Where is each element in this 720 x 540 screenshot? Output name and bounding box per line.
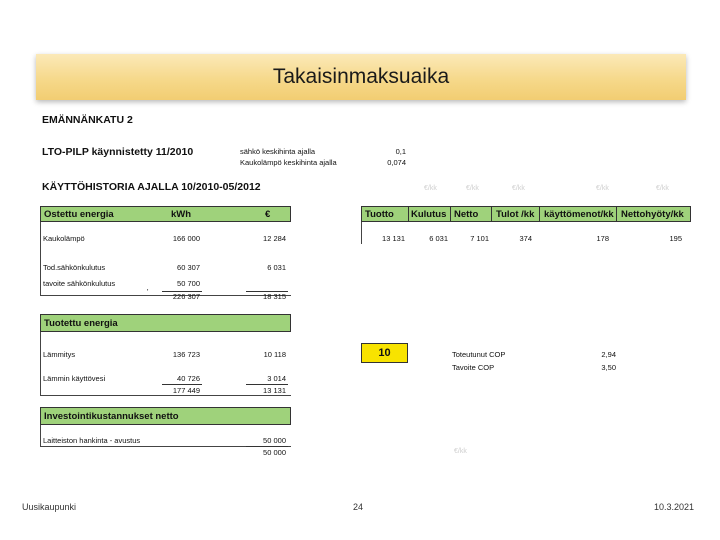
column-divider — [450, 206, 451, 222]
results-header — [361, 206, 691, 222]
faint-label: €/kk — [656, 185, 669, 192]
column-divider — [491, 206, 492, 222]
heat-price-label: Kaukolämpö keskihinta ajalla — [240, 158, 337, 167]
results-value-netto: 7 101 — [470, 234, 489, 243]
footer-page-number: 24 — [353, 502, 364, 512]
slide-title-bar — [36, 54, 686, 100]
results-value-nettohyoty: 195 — [669, 234, 682, 243]
column-divider — [539, 206, 540, 222]
bought-header-eur: € — [265, 208, 271, 220]
produced-total-kwh: 177 449 — [172, 386, 200, 395]
bought-total-eur: 18 315 — [263, 292, 286, 301]
table-row-eur: 3 014 — [267, 374, 286, 383]
investment-row-value: 50 000 — [263, 436, 286, 445]
results-value-kulutus: 6 031 — [429, 234, 448, 243]
results-header-netto: Netto — [454, 208, 479, 220]
cop-target-label: Tavoite COP — [452, 363, 495, 372]
bought-header-label: Ostettu energia — [44, 208, 114, 220]
results-header-nettohyoty: Nettohyöty/kk — [621, 208, 684, 220]
investment-header — [40, 407, 291, 425]
history-heading: KÄYTTÖHISTORIA AJALLA 10/2010-05/2012 — [42, 181, 261, 193]
property-heading: EMÄNNÄNKATU 2 — [42, 114, 133, 126]
electricity-price-label: sähkö keskihinta ajalla — [240, 147, 316, 156]
start-date-text: LTO-PILP käynnistetty 11/2010 — [42, 146, 194, 158]
results-value-tulot: 374 — [519, 234, 532, 243]
cop-actual-label: Toteutunut COP — [452, 350, 506, 359]
bought-energy-header — [40, 206, 291, 222]
sum-line — [162, 384, 202, 385]
table-row-label: Kaukolämpö — [43, 234, 85, 243]
table-row-eur: 10 118 — [263, 350, 286, 359]
produced-energy-header — [40, 314, 291, 332]
table-row-kwh: 136 723 — [172, 350, 200, 359]
bought-total-kwh: 226 307 — [172, 292, 200, 301]
slide-title: Takaisinmaksuaika — [272, 65, 450, 88]
faint-label: €/kk — [512, 185, 525, 192]
tick-mark: ' — [147, 287, 149, 296]
payback-years-highlight: 10 — [361, 343, 408, 363]
table-row-label: Lämmin käyttövesi — [43, 374, 106, 383]
bought-header-kwh: kWh — [171, 208, 192, 220]
table-row-kwh: 40 726 — [177, 374, 200, 383]
footer-location: Uusikaupunki — [22, 502, 77, 512]
faint-note: €/kk — [454, 448, 467, 455]
cop-target-value: 3,50 — [601, 363, 616, 372]
results-header-tulot: Tulot /kk — [496, 208, 535, 220]
results-value-tuotto: 13 131 — [382, 234, 405, 243]
table-row-label: Lämmitys — [43, 350, 76, 359]
results-header-tuotto: Tuotto — [365, 208, 394, 220]
table-row-eur: 6 031 — [267, 263, 286, 272]
investment-row-label: Laitteiston hankinta - avustus — [43, 436, 141, 445]
table-row-kwh: 166 000 — [172, 234, 200, 243]
table-row-label: tavoite sähkönkulutus — [43, 279, 116, 288]
results-header-kayttomenot: käyttömenot/kk — [544, 208, 614, 220]
electricity-price-value: 0,1 — [395, 147, 406, 156]
faint-label: €/kk — [466, 185, 479, 192]
produced-header-label: Tuotettu energia — [44, 317, 118, 329]
faint-label: €/kk — [596, 185, 609, 192]
investment-total: 50 000 — [263, 448, 286, 457]
produced-total-eur: 13 131 — [263, 386, 286, 395]
results-header-kulutus: Kulutus — [411, 208, 447, 220]
results-value-kayttomenot: 178 — [596, 234, 609, 243]
cop-actual-value: 2,94 — [601, 350, 616, 359]
table-row-eur: 12 284 — [263, 234, 286, 243]
table-row-kwh: 60 307 — [177, 263, 200, 272]
table-row-kwh: 50 700 — [177, 279, 200, 288]
sum-line — [246, 446, 288, 447]
sum-line — [246, 384, 288, 385]
investment-header-label: Investointikustannukset netto — [44, 410, 179, 422]
faint-label: €/kk — [424, 185, 437, 192]
footer-date: 10.3.2021 — [654, 502, 695, 512]
table-row-label: Tod.sähkönkulutus — [43, 263, 106, 272]
column-divider — [408, 206, 409, 222]
column-divider — [616, 206, 617, 222]
heat-price-value: 0,074 — [387, 158, 406, 167]
